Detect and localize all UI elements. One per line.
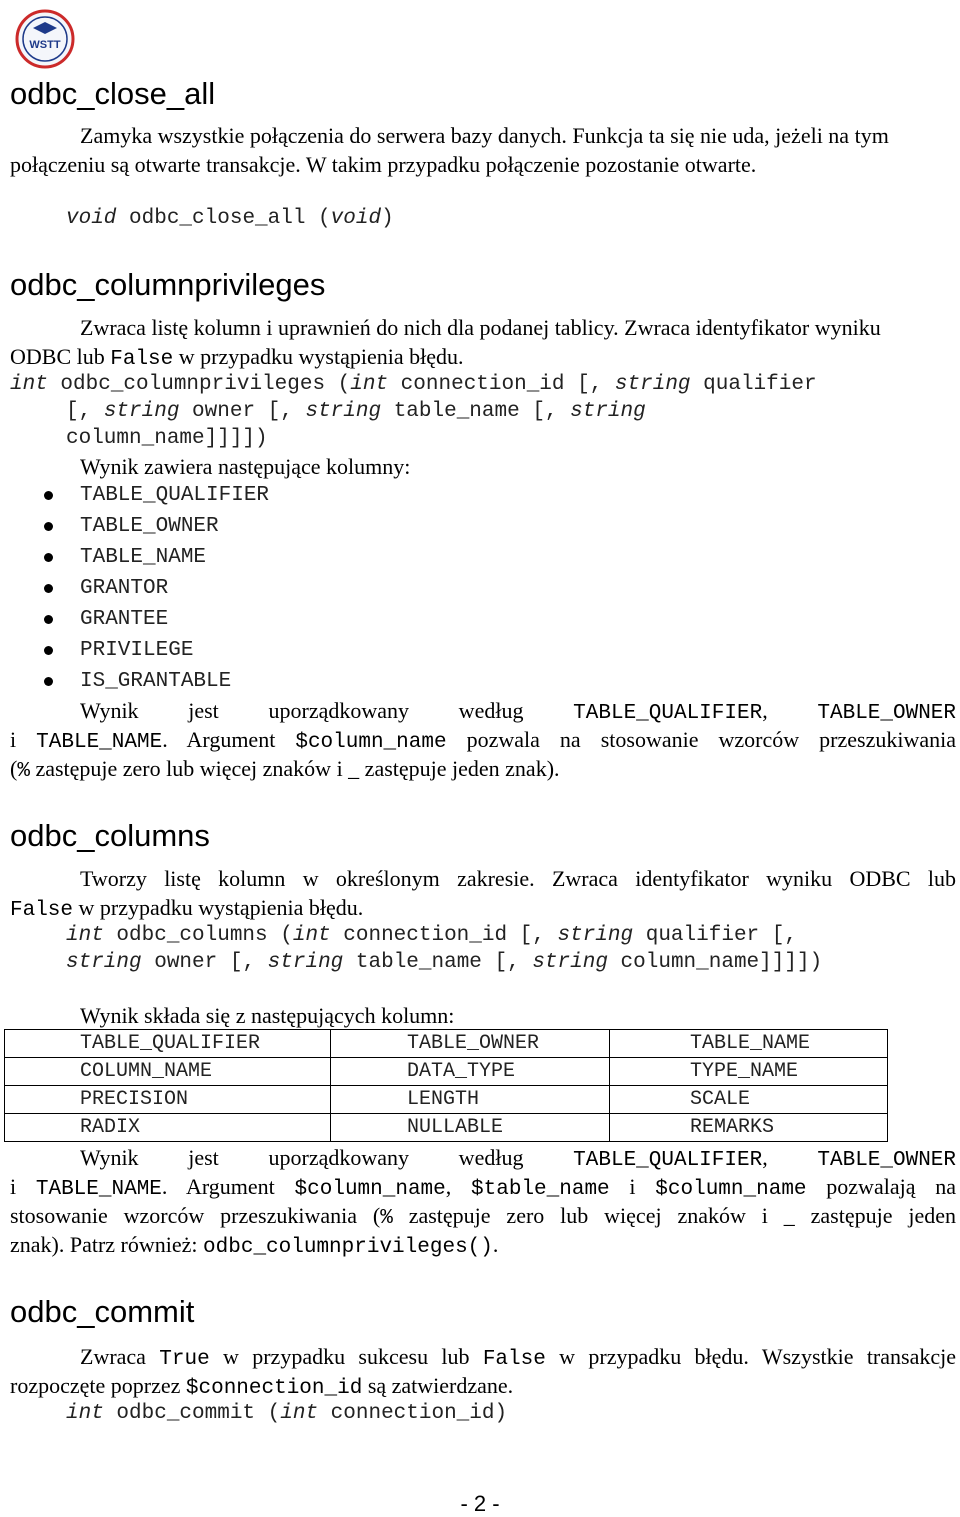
table-cell: TYPE_NAME (610, 1058, 888, 1086)
bullet-icon (44, 615, 53, 624)
table-cell: REMARKS (610, 1114, 888, 1142)
columns-desc-line2: False w przypadku wystąpienia błędu. (10, 895, 364, 922)
table-cell: RADIX (5, 1114, 331, 1142)
columnprivileges-signature-line2: [, string owner [, string table_name [, string (66, 400, 646, 423)
table-cell: SCALE (610, 1086, 888, 1114)
list-item: TABLE_NAME (80, 546, 207, 569)
columns-signature-line1: int odbc_columns (int connection_id [, string qualifier [, (66, 924, 797, 947)
columns-see-also: znak). Patrz również: odbc_columnprivileges(). (10, 1232, 499, 1259)
close-all-signature: void odbc_close_all (void) (66, 207, 394, 230)
commit-desc-line1: Zwraca True w przypadku sukcesu lub False w przypadku błędu. Wszystkie transakcje (80, 1344, 956, 1371)
columns-order-line3: stosowanie wzorców przeszukiwania (% zastępuje zero lub więcej znaków i _ zastępuje jeden (10, 1203, 957, 1230)
columnprivileges-order-line1: Wynik jest uporządkowany według TABLE_QUALIFIER, TABLE_OWNER (80, 698, 957, 725)
heading-odbc-columns: odbc_columns (10, 818, 210, 853)
columns-desc-line1: Tworzy listę kolumn w określonym zakresie. Zwraca identyfikator wyniku ODBC lub (80, 866, 956, 891)
columns-result-table (4, 1029, 888, 1142)
columnprivileges-signature-line3: column_name]]]]) (66, 427, 268, 450)
list-item: TABLE_OWNER (80, 515, 219, 538)
bullet-icon (44, 646, 53, 655)
bullet-icon (44, 553, 53, 562)
close-all-desc-line1: Zamyka wszystkie połączenia do serwera bazy danych. Funkcja ta się nie uda, jeżeli na tym (80, 123, 889, 148)
commit-desc-line2: rozpoczęte poprzez $connection_id są zatwierdzane. (10, 1373, 514, 1400)
bullet-icon (44, 491, 53, 500)
columnprivileges-desc-line1: Zwraca listę kolumn i uprawnień do nich dla podanej tablicy. Zwraca identyfikator wyniku (80, 315, 881, 340)
wstt-logo (14, 8, 76, 70)
bullet-icon (44, 677, 53, 686)
table-cell: TABLE_OWNER (331, 1030, 610, 1058)
columnprivileges-result-intro: Wynik zawiera następujące kolumny: (80, 454, 411, 479)
table-cell: TABLE_QUALIFIER (5, 1030, 331, 1058)
logo-text: WSTT (29, 39, 61, 51)
columnprivileges-signature-line1: int odbc_columnprivileges (int connection_id [, string qualifier (10, 373, 817, 396)
table-cell: LENGTH (331, 1086, 610, 1114)
table-cell: COLUMN_NAME (5, 1058, 331, 1086)
close-all-desc-line2: połączeniu są otwarte transakcje. W takim przypadku połączenie pozostanie otwarte. (10, 152, 757, 177)
table-cell: TABLE_NAME (610, 1030, 888, 1058)
list-item: IS_GRANTABLE (80, 670, 232, 693)
heading-odbc-commit: odbc_commit (10, 1294, 195, 1329)
columns-order-line2: i TABLE_NAME. Argument $column_name, $table_name i $column_name pozwalają na (10, 1174, 956, 1201)
list-item: GRANTEE (80, 608, 169, 631)
heading-odbc-close-all: odbc_close_all (10, 76, 216, 111)
columnprivileges-order-line3: (% zastępuje zero lub więcej znaków i _ zastępuje jeden znak). (10, 756, 560, 783)
heading-odbc-columnprivileges: odbc_columnprivileges (10, 267, 326, 302)
table-cell: DATA_TYPE (331, 1058, 610, 1086)
columns-order-line1: Wynik jest uporządkowany według TABLE_QUALIFIER, TABLE_OWNER (80, 1145, 957, 1172)
page-number: - 2 - (460, 1491, 500, 1516)
list-item: GRANTOR (80, 577, 169, 600)
table-cell: NULLABLE (331, 1114, 610, 1142)
table-row (5, 1114, 888, 1142)
columns-signature-line2: string owner [, string table_name [, string column_name]]]]) (66, 951, 823, 974)
columns-table-intro: Wynik składa się z następujących kolumn: (80, 1003, 455, 1028)
table-cell: PRECISION (5, 1086, 331, 1114)
table-row (5, 1086, 888, 1114)
table-row (5, 1030, 888, 1058)
see-also-link[interactable]: odbc_columnprivileges() (203, 1236, 493, 1259)
list-item: PRIVILEGE (80, 639, 194, 662)
list-item: TABLE_QUALIFIER (80, 484, 270, 507)
columnprivileges-desc-line2: ODBC lub False w przypadku wystąpienia błędu. (10, 344, 464, 371)
bullet-icon (44, 522, 53, 531)
commit-signature: int odbc_commit (int connection_id) (66, 1402, 508, 1425)
columnprivileges-order-line2: i TABLE_NAME. Argument $column_name pozwala na stosowanie wzorców przeszukiwania (10, 727, 957, 754)
table-row (5, 1058, 888, 1086)
bullet-icon (44, 584, 53, 593)
